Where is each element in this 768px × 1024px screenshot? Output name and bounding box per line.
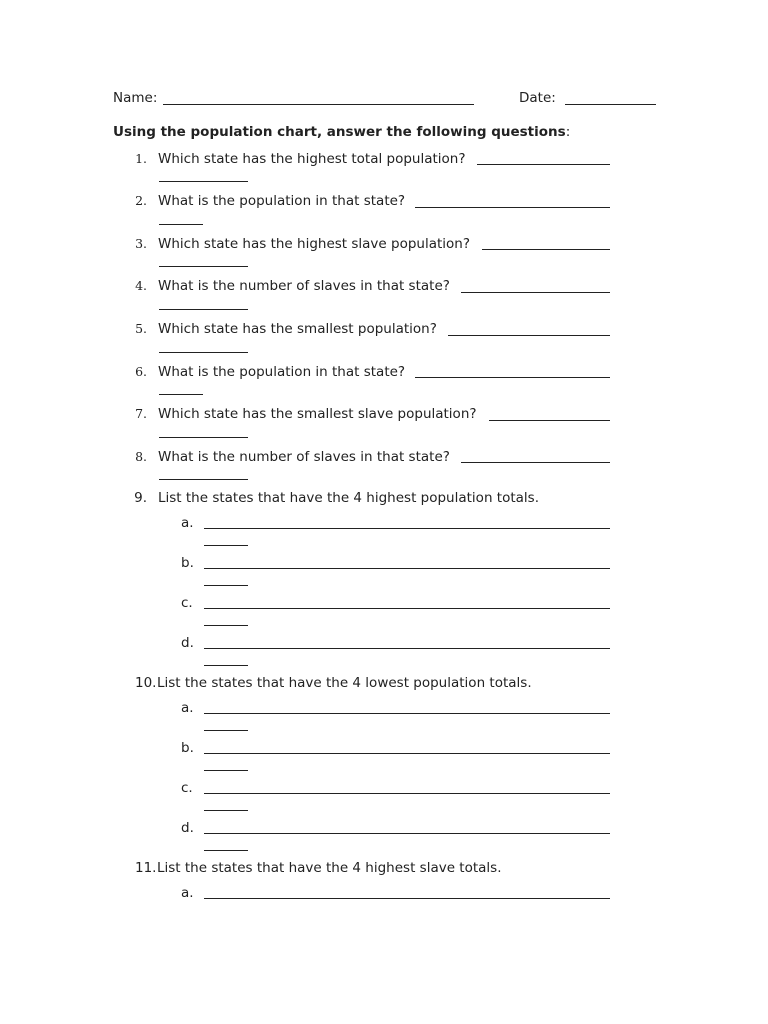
instructions-colon: : — [565, 124, 571, 140]
answer-line-continuation[interactable] — [159, 266, 248, 267]
sub-item-label: a. — [181, 885, 194, 901]
question-text: Which state has the highest total population? — [158, 151, 466, 167]
answer-line-continuation[interactable] — [159, 479, 248, 480]
answer-line-continuation[interactable] — [204, 730, 248, 731]
question-number: 10. — [135, 675, 157, 691]
sub-item-label: a. — [181, 515, 194, 531]
answer-line-continuation[interactable] — [204, 770, 248, 771]
answer-line-continuation[interactable] — [159, 352, 248, 353]
answer-line[interactable] — [415, 377, 610, 378]
answer-line[interactable] — [204, 793, 610, 794]
answer-line[interactable] — [204, 648, 610, 649]
question-number: 7. — [135, 406, 147, 421]
answer-line[interactable] — [204, 753, 610, 754]
answer-line[interactable] — [477, 164, 610, 165]
sub-item-label: c. — [181, 595, 193, 611]
answer-line[interactable] — [204, 898, 610, 899]
answer-line-continuation[interactable] — [204, 625, 248, 626]
question-text: List the states that have the 4 lowest population totals. — [157, 675, 532, 691]
answer-line-continuation[interactable] — [204, 850, 248, 851]
answer-line-continuation[interactable] — [159, 394, 203, 395]
question-text: What is the number of slaves in that state? — [158, 449, 450, 465]
question-text: What is the population in that state? — [158, 193, 406, 209]
answer-line[interactable] — [204, 713, 610, 714]
sub-item-label: b. — [181, 555, 194, 571]
sub-item-label: a. — [181, 700, 194, 716]
answer-line[interactable] — [204, 568, 610, 569]
answer-line[interactable] — [204, 833, 610, 834]
question-text: Which state has the smallest slave population? — [158, 406, 477, 422]
answer-line-continuation[interactable] — [159, 224, 203, 225]
answer-line[interactable] — [204, 608, 610, 609]
question-text: What is the population in that state? — [158, 364, 406, 380]
question-text: Which state has the highest slave population? — [158, 236, 471, 252]
question-text: Which state has the smallest population? — [158, 321, 437, 337]
question-number: 6. — [135, 364, 147, 379]
question-number: 9. — [134, 490, 147, 506]
answer-line-continuation[interactable] — [159, 181, 248, 182]
answer-line[interactable] — [448, 335, 610, 336]
question-number: 8. — [135, 449, 147, 464]
name-label: Name: — [113, 90, 158, 106]
answer-line-continuation[interactable] — [204, 585, 248, 586]
question-number: 1. — [135, 151, 147, 166]
question-number: 2. — [135, 193, 147, 208]
date-field[interactable] — [565, 104, 656, 105]
answer-line[interactable] — [461, 462, 610, 463]
sub-item-label: d. — [181, 635, 194, 651]
answer-line-continuation[interactable] — [204, 545, 248, 546]
answer-line[interactable] — [489, 420, 610, 421]
instructions — [113, 124, 570, 140]
instructions-text: Using the population chart, answer the following questions — [113, 124, 566, 140]
answer-line[interactable] — [415, 207, 610, 208]
answer-line-continuation[interactable] — [159, 437, 248, 438]
question-number: 3. — [135, 236, 147, 251]
question-text: List the states that have the 4 highest population totals. — [158, 490, 539, 506]
answer-line-continuation[interactable] — [204, 810, 248, 811]
answer-line-continuation[interactable] — [159, 309, 248, 310]
date-label: Date: — [519, 90, 556, 106]
question-number: 5. — [135, 321, 147, 336]
sub-item-label: d. — [181, 820, 194, 836]
question-text: What is the number of slaves in that state? — [158, 278, 450, 294]
name-field[interactable] — [163, 104, 474, 105]
answer-line[interactable] — [482, 249, 610, 250]
sub-item-label: b. — [181, 740, 194, 756]
question-number: 11. — [135, 860, 157, 876]
question-text: List the states that have the 4 highest slave totals. — [157, 860, 502, 876]
answer-line[interactable] — [204, 528, 610, 529]
sub-item-label: c. — [181, 780, 193, 796]
answer-line-continuation[interactable] — [204, 665, 248, 666]
question-number: 4. — [135, 278, 147, 293]
answer-line[interactable] — [461, 292, 610, 293]
